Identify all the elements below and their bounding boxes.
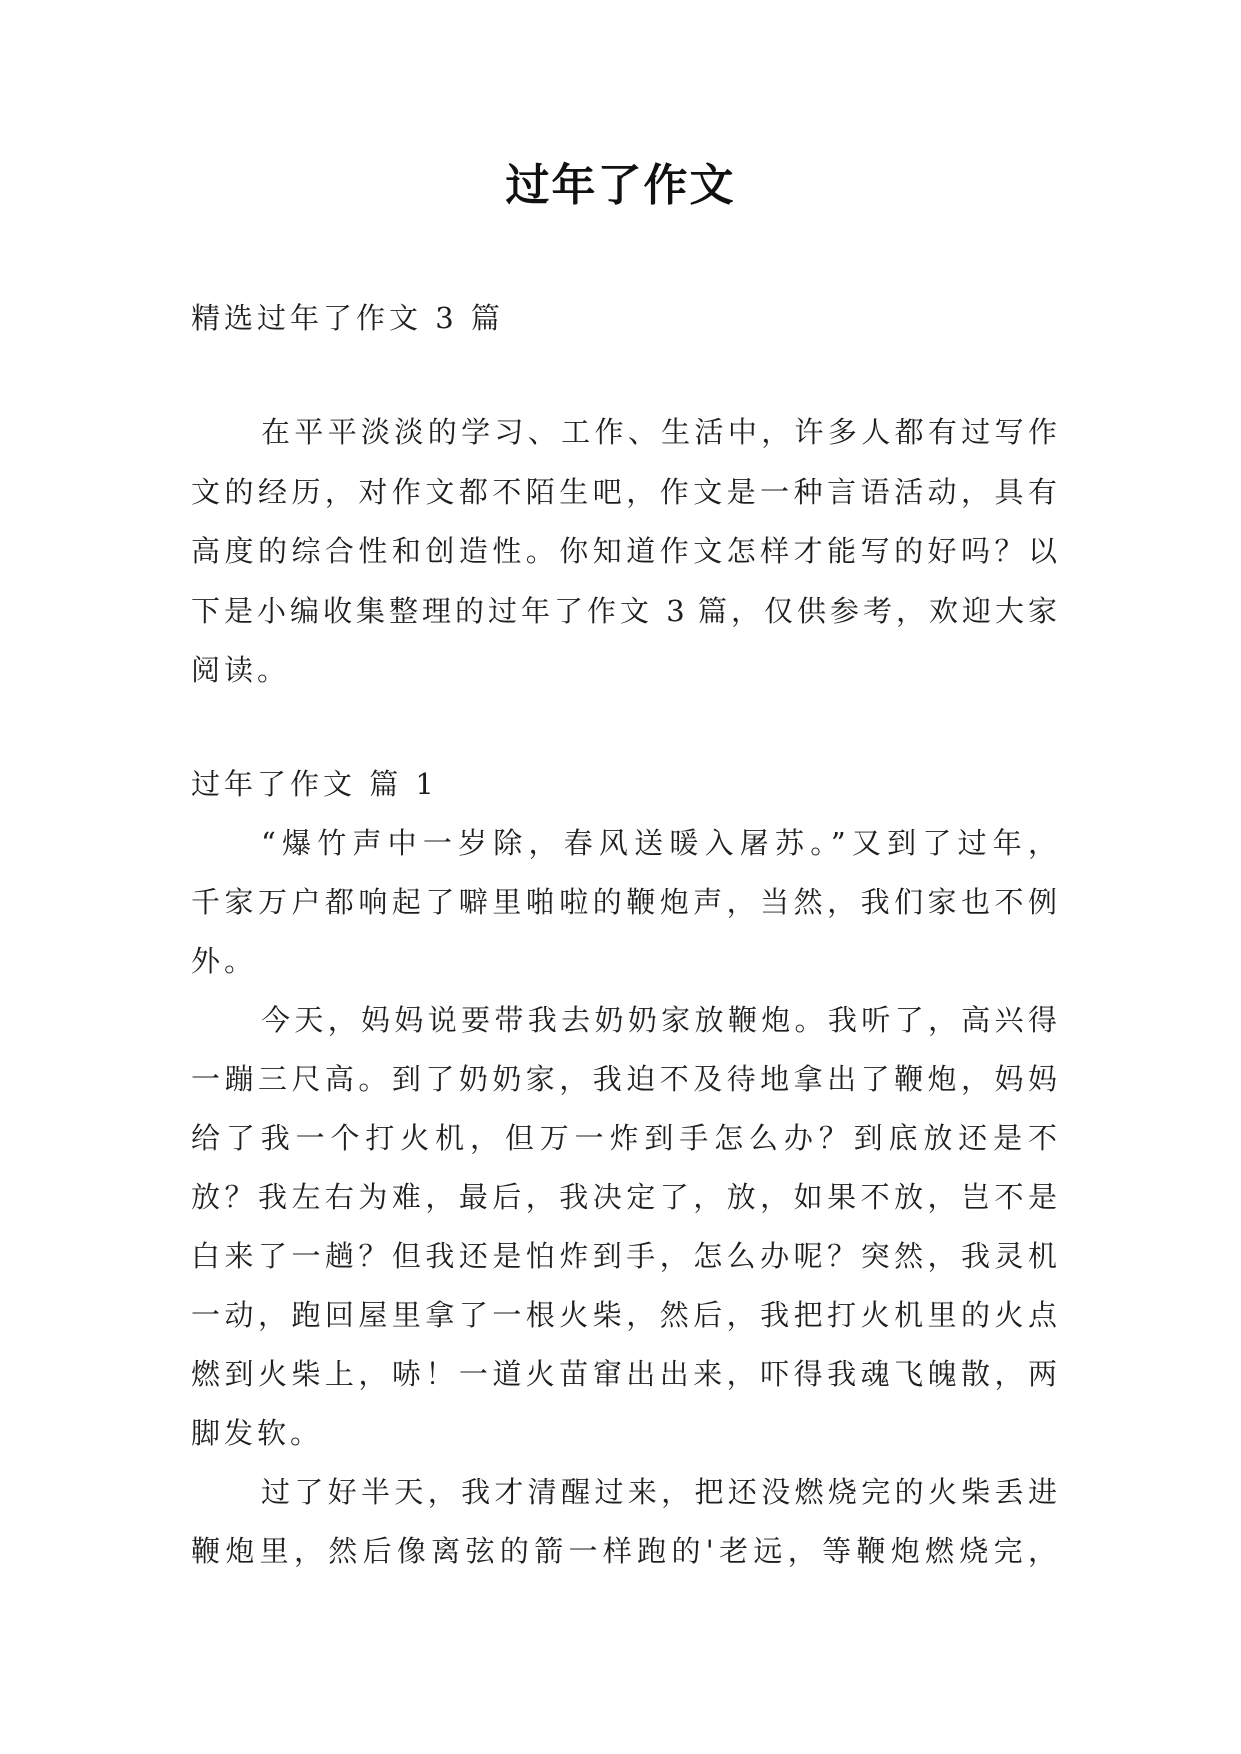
paragraph-line: 鞭炮里，然后像离弦的箭一样跑的'老远，等鞭炮燃烧完， [191, 1534, 1057, 1568]
document-subtitle: 精选过年了作文 3 篇 [191, 301, 504, 335]
paragraph-line: 一动，跑回屋里拿了一根火柴，然后，我把打火机里的火点 [191, 1298, 1057, 1332]
paragraph-line: 过了好半天，我才清醒过来，把还没燃烧完的火柴丢进 [261, 1475, 1057, 1509]
paragraph-line: 外。 [191, 944, 258, 978]
paragraph-line: 一蹦三尺高。到了奶奶家，我迫不及待地拿出了鞭炮，妈妈 [191, 1062, 1057, 1096]
paragraph-line: “爆竹声中一岁除，春风送暖入屠苏。”又到了过年， [261, 826, 1057, 860]
essay-section [191, 755, 1057, 1581]
section-heading: 过年了作文 篇 1 [191, 767, 438, 801]
essay-paragraph [191, 814, 1057, 991]
paragraph-line: 阅读。 [191, 653, 291, 688]
paragraph-line: 脚发软。 [191, 1416, 324, 1450]
paragraph-line: 千家万户都响起了噼里啪啦的鞭炮声，当然，我们家也不例 [191, 885, 1057, 919]
essay-paragraph [191, 1463, 1057, 1581]
intro-paragraph [191, 403, 1057, 701]
paragraph-line: 文的经历，对作文都不陌生吧，作文是一种言语活动，具有 [191, 474, 1057, 509]
paragraph-line: 在平平淡淡的学习、工作、生活中，许多人都有过写作 [261, 415, 1057, 449]
paragraph-line: 下是小编收集整理的过年了作文 3 篇，仅供参考，欢迎大家 [191, 593, 1057, 628]
paragraph-line: 今天，妈妈说要带我去奶奶家放鞭炮。我听了，高兴得 [261, 1003, 1057, 1037]
paragraph-line: 燃到火柴上，哧！一道火苗窜出出来，吓得我魂飞魄散，两 [191, 1357, 1057, 1391]
paragraph-line: 白来了一趟？但我还是怕炸到手，怎么办呢？突然，我灵机 [191, 1239, 1057, 1273]
paragraph-line: 放？我左右为难，最后，我决定了，放，如果不放，岂不是 [191, 1180, 1057, 1214]
essay-paragraph [191, 991, 1057, 1463]
page-title: 过年了作文 [505, 160, 736, 211]
paragraph-line: 高度的综合性和创造性。你知道作文怎样才能写的好吗？以 [191, 534, 1057, 569]
paragraph-line: 给了我一个打火机，但万一炸到手怎么办？到底放还是不 [191, 1121, 1057, 1155]
